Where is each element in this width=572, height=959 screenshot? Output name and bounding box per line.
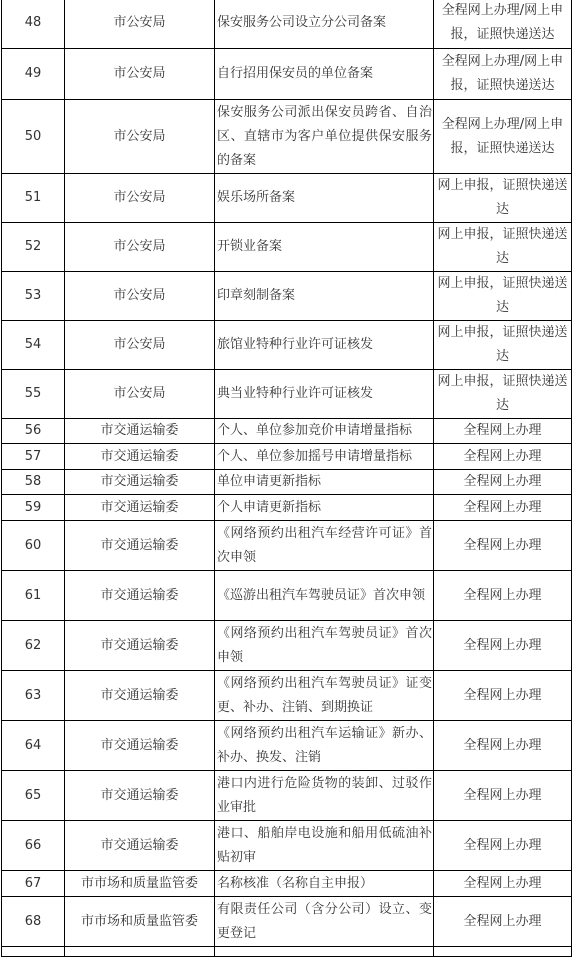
handling-mode-cell: 网上申报，证照快递送达 <box>434 370 572 419</box>
department-cell: 市公安局 <box>65 100 215 174</box>
table-row <box>2 370 572 419</box>
handling-mode-cell: 全程网上办理 <box>434 721 572 771</box>
table-row <box>2 897 572 947</box>
handling-mode-cell: 全程网上办理 <box>434 621 572 671</box>
table-row <box>2 495 572 521</box>
row-number: 64 <box>2 721 65 771</box>
handling-mode-cell: 全程网上办理/网上申报，证照快递送达 <box>434 100 572 174</box>
table-row <box>2 521 572 571</box>
service-item-cell: 典当业特种行业许可证核发 <box>215 370 434 419</box>
table-row <box>2 419 572 444</box>
table-row <box>2 444 572 470</box>
department-cell: 市公安局 <box>65 49 215 100</box>
service-item-cell: 旅馆业特种行业许可证核发 <box>215 321 434 370</box>
table-row <box>2 49 572 100</box>
table-row <box>2 0 572 49</box>
service-table-body <box>2 0 572 957</box>
department-cell: 市公安局 <box>65 370 215 419</box>
service-item-cell: 印章刻制备案 <box>215 272 434 321</box>
handling-mode-cell: 全程网上办理 <box>434 871 572 897</box>
service-item-cell: 保安服务公司设立分公司备案 <box>215 0 434 49</box>
handling-mode-cell: 全程网上办理 <box>434 771 572 821</box>
handling-mode-cell: 全程网上办理 <box>434 671 572 721</box>
row-number: 48 <box>2 0 65 49</box>
handling-mode-cell: 全程网上办理 <box>434 419 572 444</box>
department-cell: 市交通运输委 <box>65 771 215 821</box>
department-cell: 市交通运输委 <box>65 470 215 495</box>
table-row <box>2 272 572 321</box>
handling-mode-cell: 网上申报，证照快递送达 <box>434 174 572 223</box>
table-row <box>2 721 572 771</box>
table-row <box>2 571 572 621</box>
row-number: 65 <box>2 771 65 821</box>
department-cell: 市交通运输委 <box>65 821 215 871</box>
handling-mode-cell: 全程网上办理 <box>434 821 572 871</box>
service-item-cell: 个人、单位参加竞价申请增量指标 <box>215 419 434 444</box>
table-row <box>2 671 572 721</box>
table-row-partial <box>2 947 572 957</box>
row-number: 53 <box>2 272 65 321</box>
service-item-cell: 个人、单位参加摇号申请增量指标 <box>215 444 434 470</box>
handling-mode-cell: 全程网上办理 <box>434 470 572 495</box>
handling-mode-cell: 网上申报，证照快递送达 <box>434 321 572 370</box>
service-item-cell: 港口、船舶岸电设施和船用低硫油补贴初审 <box>215 821 434 871</box>
row-number: 49 <box>2 49 65 100</box>
row-number: 56 <box>2 419 65 444</box>
handling-mode-cell: 全程网上办理 <box>434 495 572 521</box>
department-cell: 市市场和质量监管委 <box>65 897 215 947</box>
handling-mode-cell: 全程网上办理 <box>434 444 572 470</box>
table-row <box>2 821 572 871</box>
department-cell: 市公安局 <box>65 321 215 370</box>
department-cell: 市交通运输委 <box>65 571 215 621</box>
service-item-cell: 《网络预约出租汽车运输证》新办、补办、换发、注销 <box>215 721 434 771</box>
handling-mode-cell: 全程网上办理 <box>434 521 572 571</box>
service-item-cell: 开锁业备案 <box>215 223 434 272</box>
handling-mode-cell: 网上申报，证照快递送达 <box>434 223 572 272</box>
service-item-cell: 《巡游出租汽车驾驶员证》首次申领 <box>215 571 434 621</box>
handling-mode-cell: 全程网上办理/网上申报，证照快递送达 <box>434 0 572 49</box>
department-cell: 市公安局 <box>65 174 215 223</box>
handling-mode-cell: 网上申报，证照快递送达 <box>434 272 572 321</box>
row-number: 68 <box>2 897 65 947</box>
service-item-cell: 《网络预约出租汽车驾驶员证》首次申领 <box>215 621 434 671</box>
table-row <box>2 470 572 495</box>
service-item-cell: 保安服务公司派出保安员跨省、自治区、直辖市为客户单位提供保安服务的备案 <box>215 100 434 174</box>
row-number: 52 <box>2 223 65 272</box>
row-number: 58 <box>2 470 65 495</box>
row-number: 67 <box>2 871 65 897</box>
service-item-cell: 有限责任公司（含分公司）设立、变更登记 <box>215 897 434 947</box>
department-cell: 市交通运输委 <box>65 621 215 671</box>
row-number: 62 <box>2 621 65 671</box>
handling-mode-cell: 全程网上办理/网上申报，证照快递送达 <box>434 49 572 100</box>
department-cell: 市市场和质量监管委 <box>65 871 215 897</box>
empty-cell <box>65 947 215 957</box>
table-row <box>2 771 572 821</box>
row-number: 55 <box>2 370 65 419</box>
row-number: 61 <box>2 571 65 621</box>
department-cell: 市交通运输委 <box>65 444 215 470</box>
handling-mode-cell: 全程网上办理 <box>434 897 572 947</box>
row-number: 60 <box>2 521 65 571</box>
row-number: 63 <box>2 671 65 721</box>
table-row <box>2 871 572 897</box>
row-number: 59 <box>2 495 65 521</box>
service-item-cell: 单位申请更新指标 <box>215 470 434 495</box>
service-item-cell: 自行招用保安员的单位备案 <box>215 49 434 100</box>
table-row <box>2 174 572 223</box>
department-cell: 市交通运输委 <box>65 419 215 444</box>
department-cell: 市公安局 <box>65 272 215 321</box>
service-table <box>1 0 572 957</box>
empty-cell <box>215 947 434 957</box>
row-number: 50 <box>2 100 65 174</box>
row-number: 66 <box>2 821 65 871</box>
handling-mode-cell: 全程网上办理 <box>434 571 572 621</box>
row-number: 54 <box>2 321 65 370</box>
empty-cell <box>2 947 65 957</box>
empty-cell <box>434 947 572 957</box>
service-item-cell: 《网络预约出租汽车驾驶员证》证变更、补办、注销、到期换证 <box>215 671 434 721</box>
service-item-cell: 港口内进行危险货物的装卸、过驳作业审批 <box>215 771 434 821</box>
department-cell: 市交通运输委 <box>65 521 215 571</box>
table-row <box>2 321 572 370</box>
department-cell: 市公安局 <box>65 0 215 49</box>
table-row <box>2 223 572 272</box>
service-item-cell: 个人申请更新指标 <box>215 495 434 521</box>
table-row <box>2 621 572 671</box>
table-row <box>2 100 572 174</box>
department-cell: 市交通运输委 <box>65 721 215 771</box>
service-item-cell: 名称核准（名称自主申报） <box>215 871 434 897</box>
department-cell: 市交通运输委 <box>65 671 215 721</box>
department-cell: 市交通运输委 <box>65 495 215 521</box>
row-number: 51 <box>2 174 65 223</box>
department-cell: 市公安局 <box>65 223 215 272</box>
service-item-cell: 《网络预约出租汽车经营许可证》首次申领 <box>215 521 434 571</box>
service-item-cell: 娱乐场所备案 <box>215 174 434 223</box>
row-number: 57 <box>2 444 65 470</box>
